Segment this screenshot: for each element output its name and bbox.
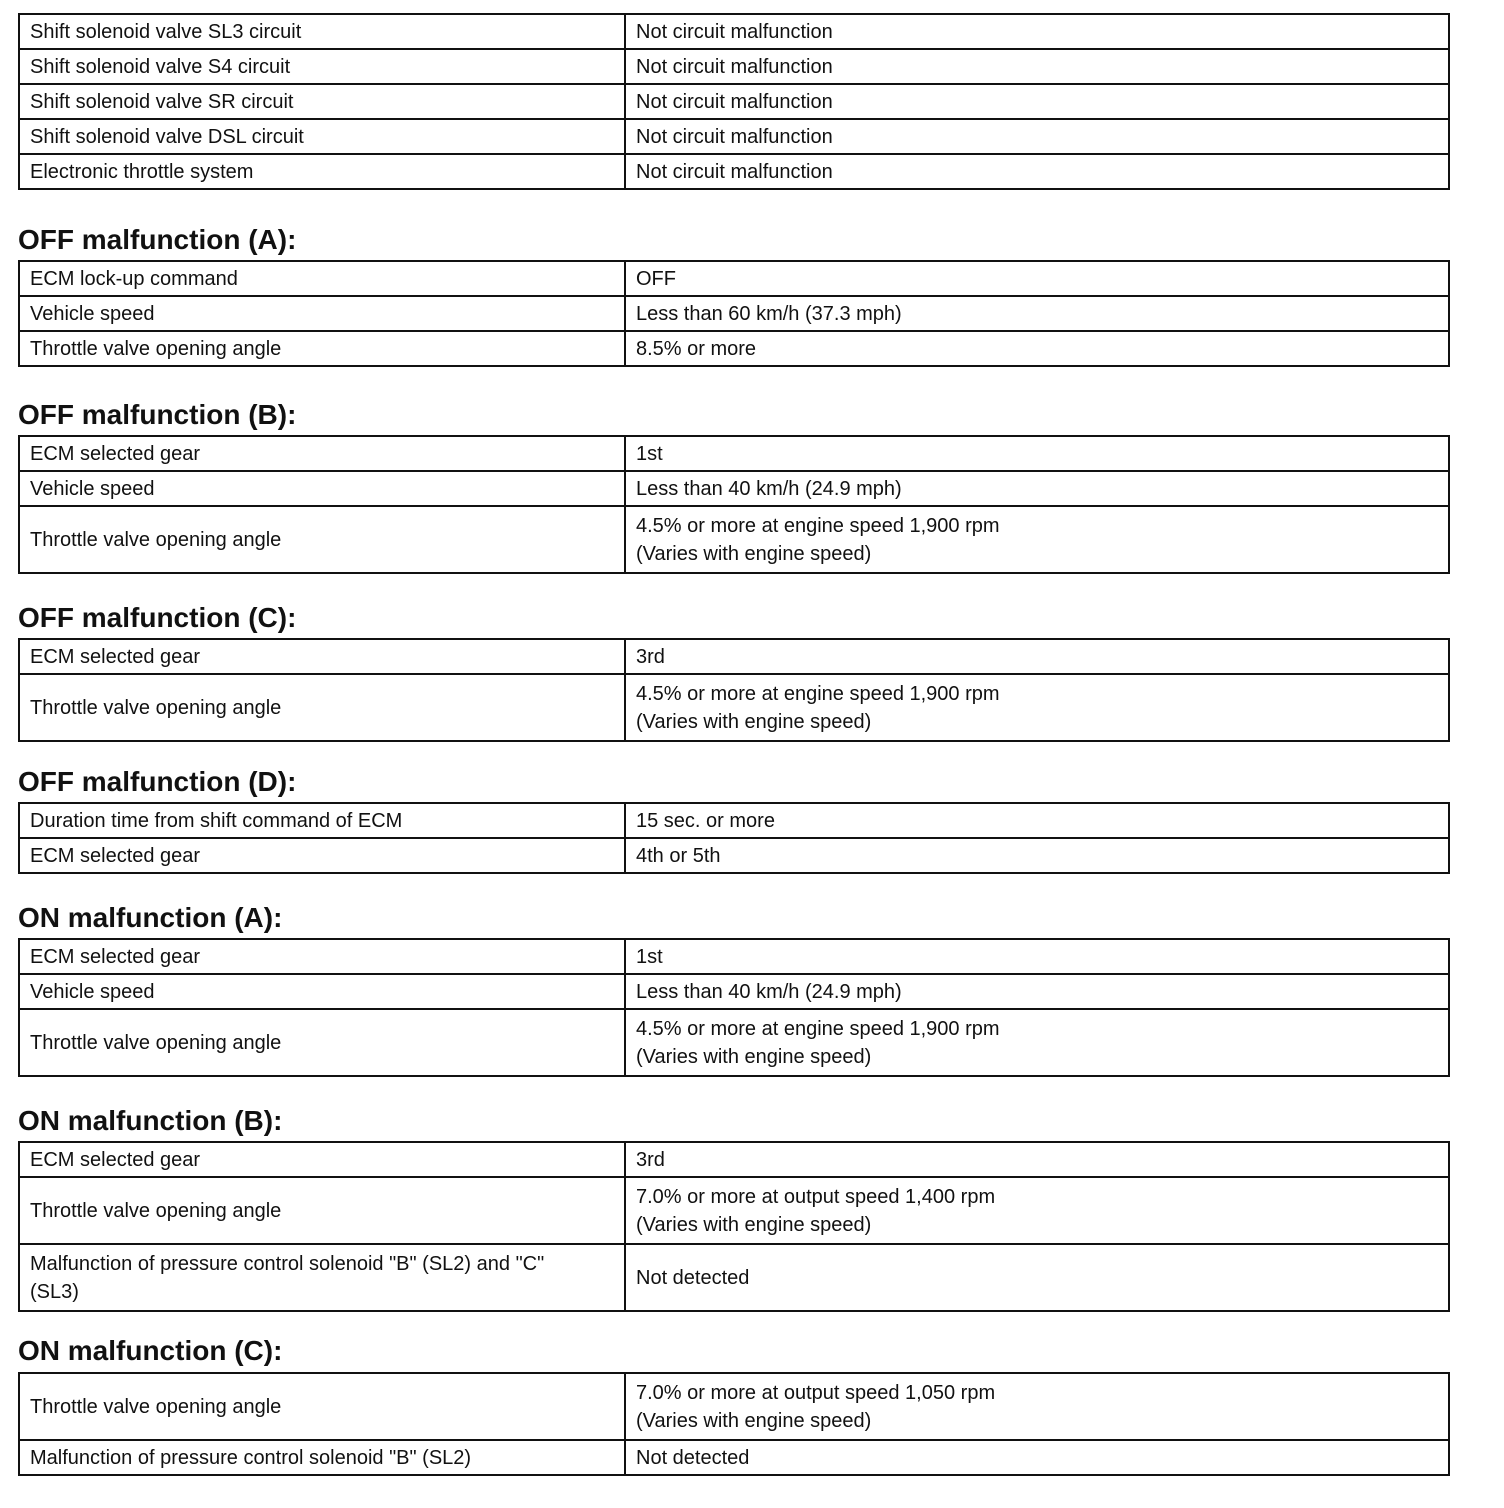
value-note: (Varies with engine speed) [636, 542, 872, 565]
condition-label: Shift solenoid valve SL3 circuit [19, 14, 625, 49]
on-malfunction-c-table [18, 1372, 1450, 1476]
condition-value [625, 1373, 1449, 1440]
condition-label: Throttle valve opening angle [19, 1177, 625, 1244]
value-note: (Varies with engine speed) [636, 710, 872, 733]
condition-label: ECM selected gear [19, 639, 625, 674]
condition-label: Malfunction of pressure control solenoid "B" (SL2) [19, 1440, 625, 1475]
condition-label: ECM selected gear [19, 436, 625, 471]
condition-value: 4th or 5th [625, 838, 1449, 873]
section-table-block [18, 938, 1450, 1077]
value-note: (Varies with engine speed) [636, 1213, 872, 1236]
table-row [19, 974, 1449, 1009]
table-row [19, 471, 1449, 506]
value-note: (Varies with engine speed) [636, 1045, 872, 1068]
table-row [19, 84, 1449, 119]
on-malfunction-b-table [18, 1141, 1450, 1312]
condition-value: Less than 40 km/h (24.9 mph) [625, 471, 1449, 506]
condition-label: ECM selected gear [19, 1142, 625, 1177]
section-heading-on-c: ON malfunction (C): [18, 1335, 283, 1366]
off-malfunction-a-table [18, 260, 1450, 367]
section-table-block [18, 1141, 1450, 1312]
section-heading-off-c: OFF malfunction (C): [18, 602, 297, 633]
condition-label: Shift solenoid valve S4 circuit [19, 49, 625, 84]
value-line: 4.5% or more at engine speed 1,900 rpm [636, 682, 1000, 705]
condition-label: Throttle valve opening angle [19, 1373, 625, 1440]
off-malfunction-c-table [18, 638, 1450, 742]
condition-label: Duration time from shift command of ECM [19, 803, 625, 838]
section-table-block [18, 435, 1450, 574]
table-row [19, 1177, 1449, 1244]
section-table-block [18, 1372, 1450, 1476]
condition-label: Throttle valve opening angle [19, 506, 625, 573]
table-row [19, 1142, 1449, 1177]
table-row [19, 331, 1449, 366]
table-row [19, 1373, 1449, 1440]
condition-value: Not circuit malfunction [625, 119, 1449, 154]
value-note: (Varies with engine speed) [636, 1409, 872, 1432]
table-row [19, 436, 1449, 471]
on-malfunction-a-table [18, 938, 1450, 1077]
condition-label: Throttle valve opening angle [19, 1009, 625, 1076]
section-heading-off-d: OFF malfunction (D): [18, 766, 297, 797]
condition-value [625, 1009, 1449, 1076]
condition-label: ECM selected gear [19, 838, 625, 873]
condition-label: ECM lock-up command [19, 261, 625, 296]
condition-label: Shift solenoid valve DSL circuit [19, 119, 625, 154]
table-row [19, 1440, 1449, 1475]
condition-value: 8.5% or more [625, 331, 1449, 366]
table-row [19, 803, 1449, 838]
table-row [19, 939, 1449, 974]
condition-label: Throttle valve opening angle [19, 674, 625, 741]
off-malfunction-d-table [18, 802, 1450, 874]
value-line: 7.0% or more at output speed 1,050 rpm [636, 1381, 996, 1404]
condition-value: Not circuit malfunction [625, 154, 1449, 189]
condition-value [625, 1177, 1449, 1244]
condition-value: Not circuit malfunction [625, 49, 1449, 84]
condition-label: ECM selected gear [19, 939, 625, 974]
top-conditions-table [18, 13, 1450, 190]
table-row [19, 296, 1449, 331]
condition-label [19, 1244, 625, 1311]
table-row [19, 119, 1449, 154]
value-line: 7.0% or more at output speed 1,400 rpm [636, 1185, 996, 1208]
label-line: (SL3) [30, 1280, 79, 1303]
table-row [19, 14, 1449, 49]
table-row [19, 154, 1449, 189]
condition-label: Shift solenoid valve SR circuit [19, 84, 625, 119]
section-heading-off-a: OFF malfunction (A): [18, 224, 297, 255]
condition-value: Not circuit malfunction [625, 14, 1449, 49]
table-row [19, 506, 1449, 573]
table-row [19, 1009, 1449, 1076]
table-row [19, 639, 1449, 674]
condition-value: Not detected [625, 1244, 1449, 1311]
section-table-block [18, 802, 1450, 874]
condition-value: Not circuit malfunction [625, 84, 1449, 119]
condition-value: Less than 60 km/h (37.3 mph) [625, 296, 1449, 331]
condition-label: Throttle valve opening angle [19, 331, 625, 366]
top-table-block [18, 13, 1450, 190]
condition-value [625, 506, 1449, 573]
condition-value: Not detected [625, 1440, 1449, 1475]
condition-label: Electronic throttle system [19, 154, 625, 189]
condition-value: 15 sec. or more [625, 803, 1449, 838]
condition-label: Vehicle speed [19, 471, 625, 506]
table-row [19, 49, 1449, 84]
section-heading-on-b: ON malfunction (B): [18, 1105, 283, 1136]
section-table-block [18, 638, 1450, 742]
condition-value: OFF [625, 261, 1449, 296]
off-malfunction-b-table [18, 435, 1450, 574]
condition-value: 1st [625, 436, 1449, 471]
condition-value [625, 674, 1449, 741]
table-row [19, 261, 1449, 296]
value-line: 4.5% or more at engine speed 1,900 rpm [636, 514, 1000, 537]
condition-label: Vehicle speed [19, 974, 625, 1009]
table-row [19, 674, 1449, 741]
section-table-block [18, 260, 1450, 367]
condition-label: Vehicle speed [19, 296, 625, 331]
condition-value: Less than 40 km/h (24.9 mph) [625, 974, 1449, 1009]
section-heading-off-b: OFF malfunction (B): [18, 399, 297, 430]
table-row [19, 838, 1449, 873]
value-line: 4.5% or more at engine speed 1,900 rpm [636, 1017, 1000, 1040]
table-row [19, 1244, 1449, 1311]
condition-value: 1st [625, 939, 1449, 974]
label-line: Malfunction of pressure control solenoid "B" (SL2) and "C" [30, 1252, 545, 1275]
section-heading-on-a: ON malfunction (A): [18, 902, 283, 933]
condition-value: 3rd [625, 1142, 1449, 1177]
condition-value: 3rd [625, 639, 1449, 674]
